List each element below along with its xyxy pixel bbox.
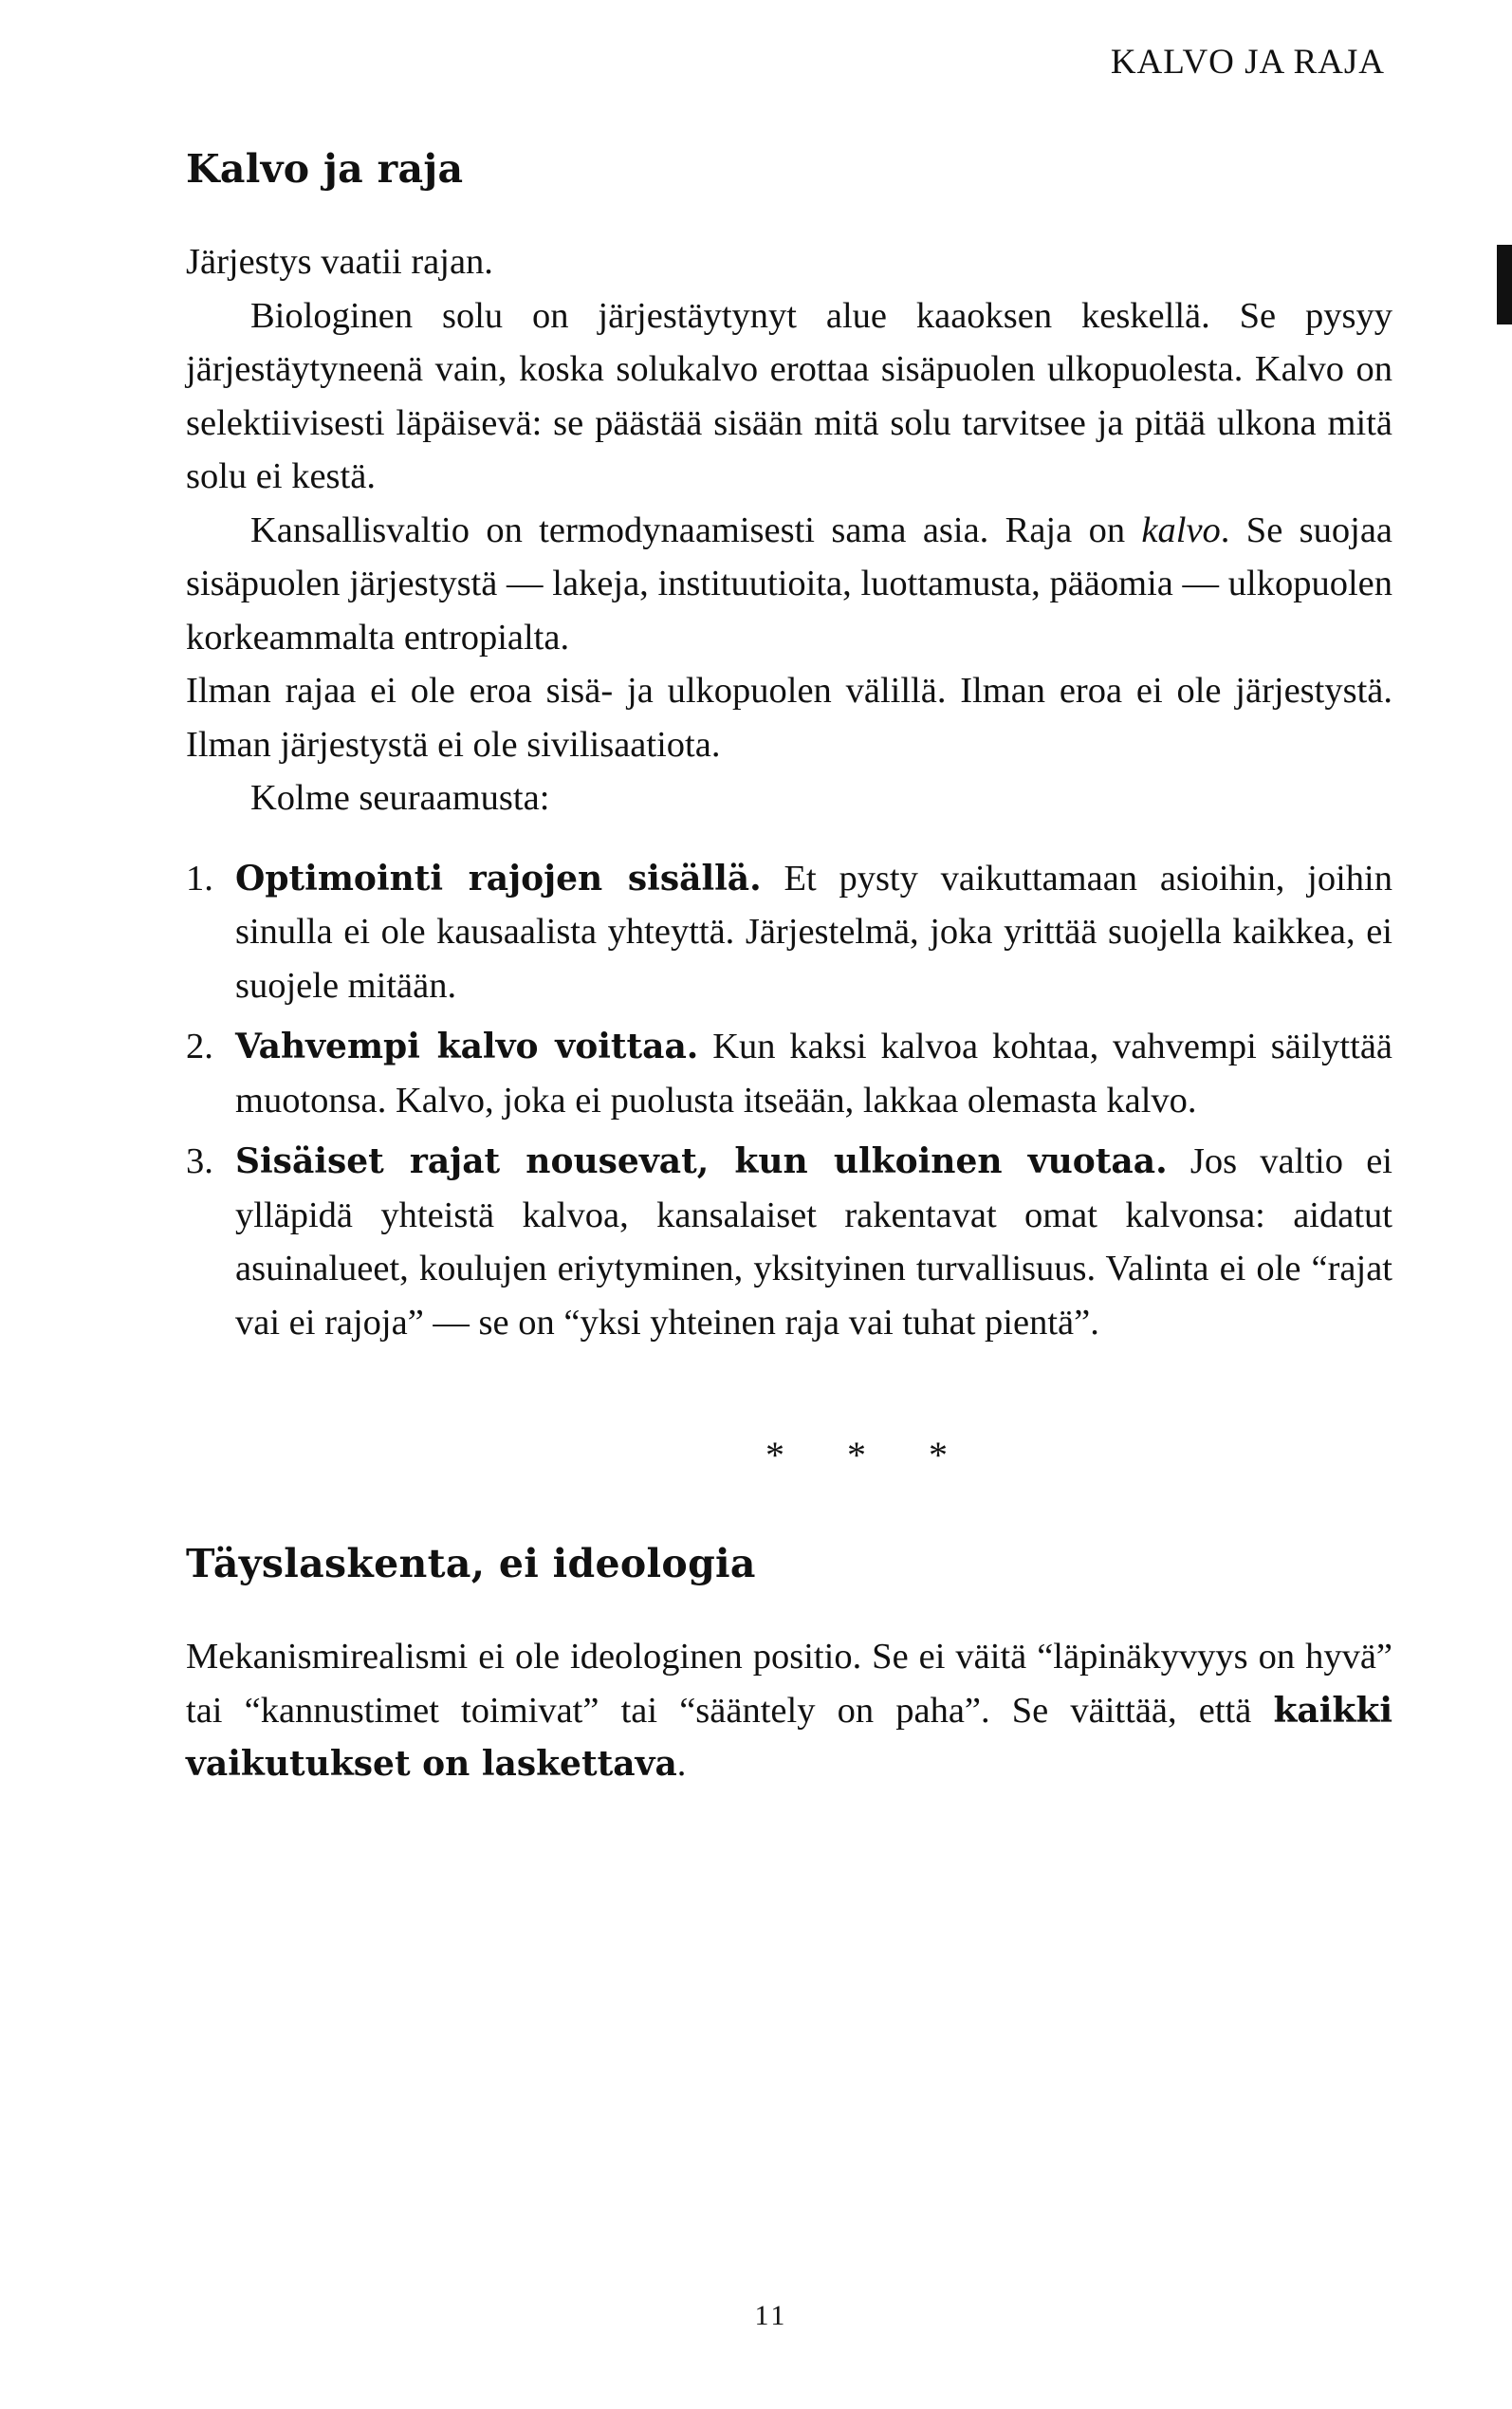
emphasis-kalvo: kalvo <box>1141 510 1221 550</box>
paragraph-4: Ilman rajaa ei ole eroa sisä- ja ulkopuolen välillä. Ilman eroa ei ole järjestystä. Ilman järjestystä ei ole sivilisaatiota. <box>186 671 1392 765</box>
list-item-number: 3. <box>186 1141 213 1181</box>
list-item-lead: Sisäiset rajat nousevat, kun ulkoinen vuotaa. <box>235 1141 1168 1181</box>
section-2-body <box>186 1630 1392 1791</box>
list-item-lead: Vahvempi kalvo voittaa. <box>235 1027 699 1066</box>
section-body <box>186 235 1392 825</box>
paragraph-3-end: . Se suojaa sisäpuolen järjestystä — lakeja, instituutioita, luottamusta, pääomia — ulkopuolen korkeammalta entropialta. <box>186 510 1392 658</box>
running-head: KALVO JA RAJA <box>1110 43 1385 82</box>
paragraph-1: Järjestys vaatii rajan. <box>186 242 493 282</box>
section-heading-kalvo-ja-raja: Kalvo ja raja <box>186 146 464 192</box>
paragraph-3-start: Kansallisvaltio on termodynaamisesti sama asia. Raja on <box>250 510 1142 550</box>
paragraph-3 <box>186 504 1392 665</box>
section-2-paragraph-1 <box>186 1630 1392 1791</box>
section-2-paragraph-end: . <box>676 1744 687 1784</box>
paragraph-2: Biologinen solu on järjestäytynyt alue kaaoksen keskellä. Se pysyy järjestäytyneenä vain, koska solukalvo erottaa sisäpuolen ulkopuolesta. Kalvo on selektiivisesti läpäisevä: se päästää sisään mitä solu tarvitsee ja pitää ulkona mitä solu ei kestä. <box>186 295 1392 496</box>
emphasis-kaikki-vaikutukset: kaikki vaikutukset on laskettava <box>186 1690 1392 1784</box>
list-item <box>186 1135 1392 1349</box>
list-item-number: 1. <box>186 858 213 899</box>
list-item-lead: Optimointi rajojen sisällä. <box>235 858 762 899</box>
section-2-paragraph-start: Mekanismirealismi ei ole ideologinen positio. Se ei väitä “läpinäkyvyys on hyvä” tai “kannustimet toimivat” tai “sääntely on paha”. Se väittää, että <box>186 1637 1392 1731</box>
consequence-list <box>186 852 1392 1350</box>
list-item-text: Et pysty vaikuttamaan asioihin, joihin sinulla ei ole kausaalista yhteyttä. Järjestelmä, joka yrittää suojella kaikkea, ei suojele mitään. <box>235 858 1392 1006</box>
list-item-text: Jos valtio ei ylläpidä yhteistä kalvoa, kansalaiset rakentavat omat kalvonsa: aidatut asuinalueet, koulujen eriytyminen, yksityinen turvallisuus. Valinta ei ole “rajat vai ei rajoja” — se on “yksi yhteinen raja vai tuhat pientä”. <box>235 1141 1392 1343</box>
section-divider-asterisms: * * * <box>765 1434 974 1476</box>
list-item <box>186 1020 1392 1127</box>
section-heading-tayslaskenta: Täyslaskenta, ei ideologia <box>186 1541 756 1586</box>
thumb-index-tab <box>1497 245 1512 324</box>
list-item-text: Kun kaksi kalvoa kohtaa, vahvempi säilyttää muotonsa. Kalvo, joka ei puolusta itseään, lakkaa olemasta kalvo. <box>235 1027 1392 1121</box>
page-number: 11 <box>754 2300 788 2331</box>
list-item-number: 2. <box>186 1027 213 1066</box>
paragraph-5: Kolme seuraamusta: <box>250 778 550 818</box>
list-item <box>186 852 1392 1013</box>
page-content <box>186 142 1392 1791</box>
